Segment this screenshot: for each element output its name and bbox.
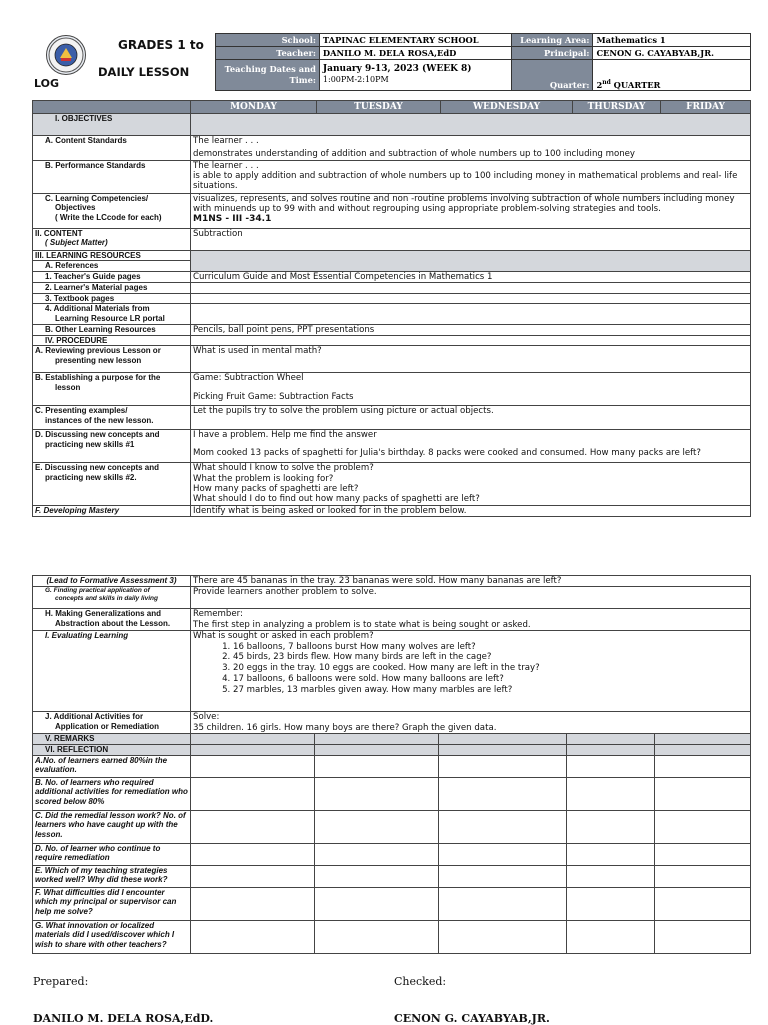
content-standards-label: A. Content Standards	[33, 136, 191, 161]
reflection-input-cell	[191, 865, 315, 887]
procedure-e-row	[33, 463, 751, 505]
prepared-label: Prepared:	[33, 975, 89, 988]
procedure-d-cell	[191, 430, 751, 463]
procedure-a-cell: What is used in mental math?	[191, 346, 751, 373]
school-label: School:	[216, 34, 320, 47]
day-wednesday: WEDNESDAY	[441, 101, 573, 114]
learning-resources-cell	[191, 250, 751, 271]
reflection-item-row	[33, 777, 751, 810]
teaching-dates-line2: 1:00PM-2:10PM	[322, 75, 389, 84]
teachers-guide-row	[33, 271, 751, 282]
evaluation-item: 3. 20 eggs in the tray. 10 eggs are cooked. How many are left in the tray?	[233, 663, 748, 674]
other-resources-label: B. Other Learning Resources	[33, 324, 191, 335]
reflection-item-label: G. What innovation or localized materials did I used/discover which I wish to share with other teachers?	[33, 920, 191, 953]
evaluation-item: 1. 16 balloons, 7 balloons burst How many wolves are left?	[233, 642, 748, 653]
reflection-item-row	[33, 887, 751, 920]
textbook-cell	[191, 293, 751, 304]
g-cell: Provide learners another problem to solve.	[191, 587, 751, 609]
day-monday: MONDAY	[191, 101, 317, 114]
procedure-e-line2: What the problem is looking for?	[193, 473, 334, 484]
quarter-number: 2	[596, 80, 603, 90]
procedure-b-row	[33, 373, 751, 406]
additional-materials-cell	[191, 304, 751, 324]
procedure-b-label: B. Establishing a purpose for the lesson	[33, 373, 191, 406]
reflection-input-cell	[315, 843, 439, 865]
reflection-item-row	[33, 920, 751, 953]
other-resources-row	[33, 324, 751, 335]
performance-standards-label: B. Performance Standards	[33, 160, 191, 193]
reflection-input-cell	[567, 920, 655, 953]
day-header-row	[33, 101, 751, 114]
prepared-name: DANILO M. DELA ROSA,EdD.	[33, 1012, 214, 1025]
reflection-input-cell	[315, 865, 439, 887]
reflection-input-cell	[655, 777, 751, 810]
content-standards-line2: demonstrates understanding of addition and subtraction of whole numbers up to 100 including money	[193, 149, 636, 160]
procedure-b-line1: Game: Subtraction Wheel	[193, 373, 304, 384]
procedure-b-cell	[191, 373, 751, 406]
learners-material-cell	[191, 283, 751, 294]
reflection-input-cell	[191, 920, 315, 953]
g-row	[33, 587, 751, 609]
procedure-e-cell	[191, 463, 751, 505]
references-label: A. References	[33, 261, 191, 272]
procedure-e-line1: What should I know to solve the problem?	[193, 463, 374, 474]
quarter-suffix: nd	[602, 79, 611, 87]
content-standards-cell	[191, 136, 751, 161]
day-thursday: THURSDAY	[573, 101, 661, 114]
reflection-input-cell	[567, 887, 655, 920]
lesson-log-header	[32, 33, 751, 92]
grades-title: GRADES 1 to	[118, 38, 204, 52]
reflection-input-cell	[315, 755, 439, 777]
evaluation-item: 4. 17 balloons, 6 balloons were sold. How many balloons are left?	[233, 674, 748, 685]
reflection-item-row	[33, 755, 751, 777]
reflection-input-cell	[655, 865, 751, 887]
content-standards-line1: The learner . . .	[193, 136, 259, 146]
evaluation-item: 5. 27 marbles, 13 marbles given away. How many marbles are left?	[233, 685, 748, 696]
teacher-label: Teacher:	[216, 47, 320, 60]
reflection-cell	[315, 744, 439, 755]
i-label: I. Evaluating Learning	[33, 631, 191, 712]
competencies-label: C. Learning Competencies/ Objectives ( Write the LCcode for each)	[33, 193, 191, 228]
g-label: G. Finding practical application of concepts and skills in daily living	[33, 587, 191, 609]
competencies-code: M1NS - III -34.1	[193, 214, 272, 225]
performance-standards-line1: The learner . . .	[193, 160, 259, 171]
reflection-item-label: E. Which of my teaching strategies worked well? Why did these work?	[33, 865, 191, 887]
objectives-row	[33, 114, 751, 136]
lead-cell: There are 45 bananas in the tray. 23 bananas were sold. How many bananas are left?	[191, 576, 751, 587]
reflection-input-cell	[439, 810, 567, 843]
procedure-f-cell: Identify what is being asked or looked for in the problem below.	[191, 505, 751, 516]
procedure-c-cell: Let the pupils try to solve the problem using picture or actual objects.	[191, 406, 751, 430]
j-label: J. Additional Activities for Application or Remediation	[33, 712, 191, 734]
reflection-item-row	[33, 810, 751, 843]
remarks-cell	[439, 734, 567, 745]
teaching-dates-label	[216, 60, 320, 91]
reflection-label: VI. REFLECTION	[33, 744, 191, 755]
j-line2: 35 children. 16 girls. How many boys are there? Graph the given data.	[193, 722, 497, 733]
reflection-input-cell	[191, 843, 315, 865]
textbook-row	[33, 293, 751, 304]
reflection-input-cell	[567, 810, 655, 843]
reflection-input-cell	[567, 843, 655, 865]
reflection-input-cell	[191, 887, 315, 920]
learning-resources-row	[33, 250, 751, 261]
procedure-cell	[191, 335, 751, 346]
reflection-input-cell	[567, 777, 655, 810]
remarks-row	[33, 734, 751, 745]
reflection-input-cell	[439, 865, 567, 887]
procedure-e-line4: What should I do to find out how many packs of spaghetti are left?	[193, 494, 480, 505]
reflection-input-cell	[191, 810, 315, 843]
content-row	[33, 228, 751, 250]
i-intro: What is sought or asked in each problem?	[193, 631, 374, 642]
reflection-input-cell	[191, 755, 315, 777]
competencies-row	[33, 193, 751, 228]
deped-seal-icon	[46, 35, 86, 75]
other-resources-cell: Pencils, ball point pens, PPT presentations	[191, 324, 751, 335]
reflection-input-cell	[567, 865, 655, 887]
reflection-item-label: F. What difficulties did I encounter which my principal or supervisor can help me solve?	[33, 887, 191, 920]
quarter-text: QUARTER	[610, 80, 661, 90]
learning-resources-label: III. LEARNING RESOURCES	[33, 250, 191, 261]
reflection-row	[33, 744, 751, 755]
procedure-c-row	[33, 406, 751, 430]
procedure-a-label: A. Reviewing previous Lesson or presenting new lesson	[33, 346, 191, 373]
quarter-label: Quarter:	[511, 60, 593, 91]
remarks-label: V. REMARKS	[33, 734, 191, 745]
reflection-item-label: C. Did the remedial lesson work? No. of learners who have caught up with the lesson.	[33, 810, 191, 843]
reflection-input-cell	[315, 810, 439, 843]
reflection-input-cell	[439, 920, 567, 953]
remarks-cell	[655, 734, 751, 745]
remarks-cell	[315, 734, 439, 745]
reflection-input-cell	[655, 920, 751, 953]
lesson-plan-table	[32, 100, 751, 517]
reflection-item-label: A.No. of learners earned 80%in the evaluation.	[33, 755, 191, 777]
reflection-input-cell	[439, 755, 567, 777]
procedure-d-line2: Mom cooked 13 packs of spaghetti for Julia's birthday. 8 packs were cooked and consumed. How many packs are left?	[193, 447, 701, 458]
lead-label: (Lead to Formative Assessment 3)	[33, 576, 191, 587]
procedure-d-row	[33, 430, 751, 463]
remarks-cell	[191, 734, 315, 745]
day-friday: FRIDAY	[661, 101, 751, 114]
content-cell: Subtraction	[191, 228, 751, 250]
learners-material-row	[33, 283, 751, 294]
learners-material-label: 2. Learner's Material pages	[33, 283, 191, 294]
reflection-item-label: D. No. of learner who continue to require remediation	[33, 843, 191, 865]
quarter-value	[593, 60, 751, 91]
teaching-dates-label-line2: Time:	[289, 75, 316, 85]
teacher-value: DANILO M. DELA ROSA,EdD	[319, 47, 511, 60]
procedure-label: IV. PROCEDURE	[33, 335, 191, 346]
procedure-e-label: E. Discussing new concepts and practicing new skills #2.	[33, 463, 191, 505]
reflection-input-cell	[439, 887, 567, 920]
evaluation-list	[193, 642, 748, 696]
procedure-d-label: D. Discussing new concepts and practicing new skills #1	[33, 430, 191, 463]
teaching-dates-line1: January 9-13, 2023 (WEEK 8)	[322, 64, 472, 75]
content-standards-row	[33, 136, 751, 161]
competencies-cell	[191, 193, 751, 228]
reflection-input-cell	[655, 843, 751, 865]
reflection-input-cell	[315, 777, 439, 810]
performance-standards-cell	[191, 160, 751, 193]
procedure-b-line2: Picking Fruit Game: Subtraction Facts	[193, 391, 354, 402]
lesson-plan-table-page2	[32, 575, 751, 954]
reflection-item-row	[33, 843, 751, 865]
h-label: H. Making Generalizations and Abstraction about the Lesson.	[33, 609, 191, 631]
j-line1: Solve:	[193, 712, 220, 723]
h-cell	[191, 609, 751, 631]
reflection-input-cell	[439, 777, 567, 810]
day-tuesday: TUESDAY	[317, 101, 441, 114]
j-cell	[191, 712, 751, 734]
teachers-guide-cell: Curriculum Guide and Most Essential Competencies in Mathematics 1	[191, 271, 751, 282]
reflection-input-cell	[655, 755, 751, 777]
header-info-table	[215, 33, 751, 91]
checked-label: Checked:	[394, 975, 447, 988]
log-title: LOG	[34, 77, 59, 90]
additional-materials-row	[33, 304, 751, 324]
evaluation-item: 2. 45 birds, 23 birds flew. How many birds are left in the cage?	[233, 652, 748, 663]
procedure-row	[33, 335, 751, 346]
reflection-cell	[655, 744, 751, 755]
competencies-text: visualizes, represents, and solves routine and non -routine problems involving subtraction of whole numbers including money with minuends up to 99 with and without regrouping using appropriate problem-solving strategies and tools.	[193, 193, 735, 214]
reflection-item-row	[33, 865, 751, 887]
h-line2: The first step in analyzing a problem is to state what is being sought or asked.	[193, 619, 531, 630]
daily-lesson-title: DAILY LESSON	[98, 65, 190, 79]
learning-area-label: Learning Area:	[511, 34, 593, 47]
principal-value: CENON G. CAYABYAB,JR.	[593, 47, 751, 60]
performance-standards-line2: is able to apply addition and subtraction of whole numbers up to 100 including money in mathematical problems and real- life situations.	[193, 170, 738, 192]
reflection-cell	[567, 744, 655, 755]
reflection-input-cell	[315, 887, 439, 920]
blank-header-cell	[33, 101, 191, 114]
learning-area-value: Mathematics 1	[593, 34, 751, 47]
objectives-label: I. OBJECTIVES	[33, 114, 191, 136]
reflection-input-cell	[567, 755, 655, 777]
teaching-dates-label-line1: Teaching Dates and	[224, 63, 316, 74]
additional-materials-label: 4. Additional Materials from Learning Resource LR portal	[33, 304, 191, 324]
h-row	[33, 609, 751, 631]
h-line1: Remember:	[193, 609, 243, 620]
reflection-input-cell	[315, 920, 439, 953]
procedure-f-row	[33, 505, 751, 516]
lead-row	[33, 576, 751, 587]
teachers-guide-label: 1. Teacher's Guide pages	[33, 271, 191, 282]
reflection-input-cell	[655, 887, 751, 920]
procedure-c-label: C. Presenting examples/ instances of the new lesson.	[33, 406, 191, 430]
reflection-input-cell	[655, 810, 751, 843]
reflection-item-label: B. No. of learners who required additional activities for remediation who scored below 80%	[33, 777, 191, 810]
teaching-dates-value	[319, 60, 511, 91]
school-value: TAPINAC ELEMENTARY SCHOOL	[319, 34, 511, 47]
reflection-cell	[191, 744, 315, 755]
j-row	[33, 712, 751, 734]
reflection-input-cell	[191, 777, 315, 810]
procedure-f-label: F. Developing Mastery	[33, 505, 191, 516]
procedure-a-row	[33, 346, 751, 373]
content-label: II. CONTENT ( Subject Matter)	[33, 228, 191, 250]
i-cell	[191, 631, 751, 712]
checked-name: CENON G. CAYABYAB,JR.	[394, 1012, 550, 1025]
textbook-label: 3. Textbook pages	[33, 293, 191, 304]
reflection-cell	[439, 744, 567, 755]
reflection-input-cell	[439, 843, 567, 865]
remarks-cell	[567, 734, 655, 745]
performance-standards-row	[33, 160, 751, 193]
principal-label: Principal:	[511, 47, 593, 60]
procedure-e-line3: How many packs of spaghetti are left?	[193, 484, 359, 495]
objectives-cell	[191, 114, 751, 136]
procedure-d-line1: I have a problem. Help me find the answer	[193, 430, 377, 441]
i-row	[33, 631, 751, 712]
